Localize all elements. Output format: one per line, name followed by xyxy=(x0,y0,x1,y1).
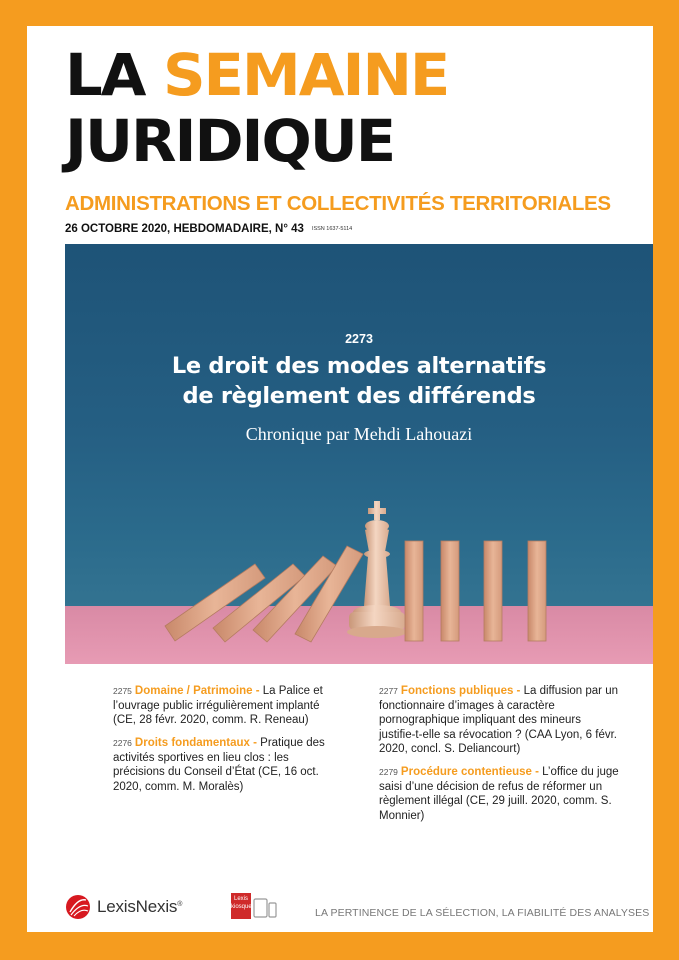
feature-number: 2273 xyxy=(345,332,373,346)
masthead-line-2: JURIDIQUE xyxy=(65,107,395,175)
summary-topic: Domaine / Patrimoine - xyxy=(134,685,260,697)
feature-byline: Chronique par Mehdi Lahouazi xyxy=(245,424,473,444)
summary-item[interactable] xyxy=(379,684,619,757)
summary-item[interactable] xyxy=(379,765,619,823)
summary-number: 2277 xyxy=(379,686,398,696)
standing-domino-4 xyxy=(528,541,546,641)
publisher-name-text: LexisNexis xyxy=(97,897,178,916)
publisher-logo[interactable] xyxy=(65,894,182,920)
standing-domino-2 xyxy=(441,541,459,641)
kiosque-line-2: kiosque xyxy=(231,904,252,910)
masthead-line-1 xyxy=(65,41,449,109)
feature-title-line-2: de règlement des différends xyxy=(182,383,536,409)
issue-info xyxy=(65,223,352,235)
magazine-cover xyxy=(27,26,653,932)
chess-king-icon xyxy=(347,501,407,638)
summary-number: 2279 xyxy=(379,767,398,777)
cover-tagline: LA PERTINENCE DE LA SÉLECTION, LA FIABILITÉ DES ANALYSES xyxy=(315,907,650,919)
summary-number: 2276 xyxy=(113,738,132,748)
summary-topic: Droits fondamentaux - xyxy=(134,737,257,749)
feature-title[interactable] xyxy=(65,351,653,411)
feature-hero[interactable] xyxy=(65,244,653,664)
masthead-semaine: SEMAINE xyxy=(162,41,449,109)
standing-domino-1 xyxy=(405,541,423,641)
masthead-la: LA xyxy=(65,41,163,109)
domino-chess-illustration xyxy=(65,244,653,664)
summary-item[interactable] xyxy=(113,736,339,794)
lexis-kiosque-icon[interactable] xyxy=(231,893,251,919)
publisher-name xyxy=(97,897,182,917)
issn: ISSN 1637-5114 xyxy=(311,226,353,232)
summary-text: L’office du juge saisi d’une décision de refus de réformer un règlement illégal (CE, 29 juill. 2020, comm. S. Monnier) xyxy=(379,766,619,822)
cover-subtitle: ADMINISTRATIONS ET COLLECTIVITÉS TERRITORIALES xyxy=(65,192,611,215)
summary-item[interactable] xyxy=(113,684,339,728)
summary-text: La diffusion par un fonctionnaire d’images à caractère pornographique impliquant des mineurs justifie-t-elle sa révocation ? (CAA Lyon, 6 févr. 2020, concl. S. Deliancourt) xyxy=(379,685,619,756)
devices-icon xyxy=(253,898,277,918)
summary-number: 2275 xyxy=(113,686,132,696)
standing-domino-3 xyxy=(484,541,502,641)
feature-title-line-1: Le droit des modes alternatifs xyxy=(171,353,547,379)
summary-topic: Procédure contentieuse - xyxy=(400,766,539,778)
summary-text: La Palice et l’ouvrage public irrégulièrement implanté (CE, 28 févr. 2020, comm. R. Reneau) xyxy=(113,685,323,727)
summary-text: Pratique des activités sportives en lieu clos : les précisions du Conseil d’État (CE, 16 oct. 2020, comm. M. Moralès) xyxy=(113,737,325,793)
issue-date: 26 OCTOBRE 2020, HEBDOMADAIRE, N° 43 xyxy=(65,223,304,235)
publisher-trademark: ® xyxy=(177,901,183,908)
lexisnexis-logo-icon xyxy=(65,894,91,920)
summary-topic: Fonctions publiques - xyxy=(400,685,521,697)
kiosque-line-1: Lexis xyxy=(233,896,248,902)
